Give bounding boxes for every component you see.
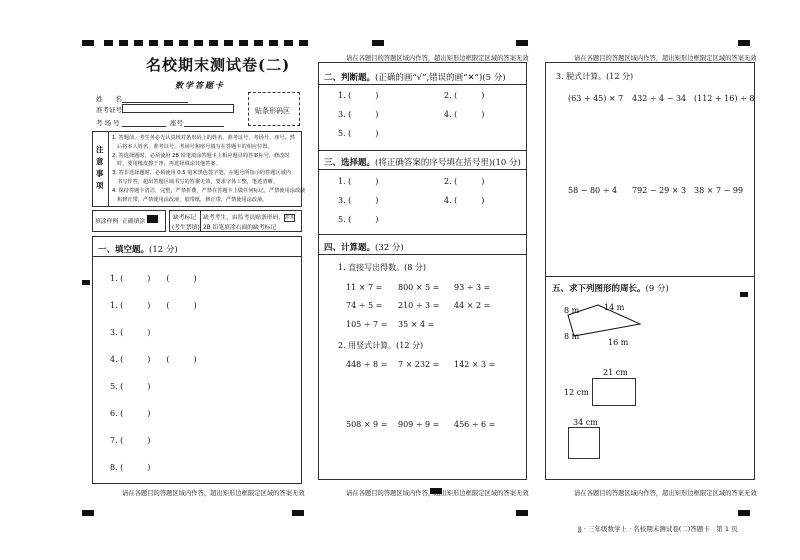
fill-blank-item[interactable]: 5. ( ) [110,382,151,391]
registration-mark [82,510,94,516]
section-divider [545,276,755,277]
fill-blank-item[interactable]: 4. ( ) ( ) [110,355,197,364]
square-side-label: 34 cm [573,418,598,427]
timing-marks [104,40,308,46]
corner-notice: 请在各题目的答题区域内作答，超出矩形边框限定区域的答案无效 [346,490,529,497]
rectangle-figure [592,378,636,406]
rect-width-label: 21 cm [603,368,628,377]
exam-subtitle: 数学答题卡 [175,80,225,90]
seat-number-field[interactable] [184,126,224,127]
fill-blank-item[interactable]: 6. ( ) [110,409,151,418]
registration-mark [516,510,528,516]
exam-title: 名校期末测试卷(二) [146,56,291,74]
notice-line: 后将本人姓名、准考证号、考场号和座号填写在答题卡的相应位置。 [117,143,273,150]
mental-math-item[interactable]: 35 × 4 = [398,320,435,329]
section-divider [318,150,527,151]
registration-mark [738,510,750,516]
rect-height-label: 12 cm [564,388,589,397]
quad-side-label: 14 m [604,303,625,312]
corner-notice: 请在各题目的答题区域内作答，超出矩形边框限定区域的答案无效 [122,490,305,497]
notice-divider [108,131,109,207]
vertical-calc-item[interactable]: 142 × 3 = [454,360,496,369]
mental-math-item[interactable]: 11 × 7 = [346,283,383,292]
vertical-calc-item[interactable]: 7 × 232 = [398,360,440,369]
corner-notice: 请在各题目的答题区域内作答，超出矩形边框限定区域的答案无效 [574,55,757,62]
room-number-label: 考 场 号 [96,119,120,127]
judge-instruction: (正确的画“√”,错误的画“✕”) [375,73,483,83]
registration-mark [292,510,304,516]
name-label: 姓 名 [96,95,122,103]
calc-score: (32 分) [375,243,404,253]
registration-mark [82,280,90,285]
mental-math-item[interactable]: 105 ÷ 7 = [346,320,388,329]
calc-part3-title: 3. 脱式计算。(12 分) [556,72,634,81]
choice-item[interactable]: 5. ( ) [338,215,379,224]
absent-mark-box[interactable] [284,214,295,222]
calc-heading: 四、计算题。 [324,243,376,253]
registration-mark [372,40,384,46]
fill-blank-item[interactable]: 1. ( ) ( ) [110,274,197,283]
calc-title [324,241,404,253]
judge-heading: 二、判断题。 [324,73,376,83]
registration-mark [738,40,750,46]
name-field[interactable] [122,102,188,103]
page-footer: JJ · 三年级数学上 · 名校期末测试卷(二)答题卡 第 1 页 [578,525,738,533]
absent-divider [200,210,201,232]
choice-title [324,156,521,168]
notice-line: 和修正带，严禁使用涂改液，胶带纸，修正带，严禁使用涂改液。 [117,196,268,203]
fill-blank-heading: 一、填空题。 [98,245,150,255]
absent-mark-text: 2B 铅笔填涂右面的缺考标记 [203,225,277,231]
vertical-calc-item[interactable]: 909 ÷ 9 = [398,420,440,429]
judge-item[interactable]: 5. ( ) [338,129,379,138]
judge-item[interactable]: 2. ( ) [444,91,485,100]
mental-math-item[interactable]: 93 ÷ 3 = [454,283,491,292]
notice-line: 时，要用橡皮擦干净，再选择填涂其他答案。 [117,161,221,168]
choice-instruction: (将正确答案的序号填在括号里) [375,158,493,168]
mental-math-item[interactable]: 74 ÷ 5 = [346,301,383,310]
quad-side-label: 16 m [608,338,629,347]
ticket-number-boxes[interactable] [122,104,234,113]
choice-item[interactable]: 3. ( ) [338,196,379,205]
choice-heading: 三、选择题。 [324,158,376,168]
judge-title [324,71,506,83]
absent-mark-text: 缺考考生，由监考员贴条形码，并用 [203,215,296,221]
room-number-field[interactable] [122,126,166,127]
fill-blank-score: (12 分) [149,245,178,255]
fill-blank-title [98,243,178,255]
judge-item[interactable]: 1. ( ) [338,91,379,100]
choice-item[interactable]: 1. ( ) [338,177,379,186]
judge-item[interactable]: 3. ( ) [338,110,379,119]
seat-number-label: 座号 [170,119,183,127]
choice-rule [318,169,527,170]
notice-line: 3. 答非选择题时，必须使用 0.5 毫米黑色签字笔，在题号所指示的答题区域内 [112,170,291,177]
vertical-calc-item[interactable]: 456 ÷ 6 = [454,420,496,429]
ticket-number-label: 准考证号 [96,106,122,114]
fill-blank-item[interactable]: 1. ( ) ( ) [110,301,197,310]
judge-item[interactable]: 4. ( ) [444,110,485,119]
fill-blank-rule [92,256,302,257]
mental-math-item[interactable]: 800 × 5 = [398,283,440,292]
mental-math-item[interactable]: 44 × 2 = [454,301,491,310]
notice-line: 4. 保持答题卡清洁，完整，严禁折叠，严禁在答题卡上做任何标记，严禁使用涂改液 [112,187,306,194]
vertical-calc-item[interactable]: 448 ÷ 8 = [346,360,388,369]
corner-notice: 请在各题目的答题区域内作答，超出矩形边框限定区域的答案无效 [574,490,757,497]
fill-sample-correct-label: 正确填涂 [122,219,146,225]
calc-rule [318,254,527,255]
notice-line: 2. 答选择题时，必须使用 2B 铅笔填涂答题卡上相应题目的答案标号，修改时 [112,152,290,159]
perimeter-heading: 五、求下列图形的周长。 [552,284,646,294]
fill-sample-label: 填涂样例 [95,219,119,225]
judge-rule [318,84,527,85]
step-calc-item[interactable]: 792 − 29 × 3 [632,186,687,195]
notice-title: 注意事项 [96,145,104,190]
notice-text [112,134,305,204]
mental-math-item[interactable]: 210 ÷ 3 = [398,301,440,310]
filled-mark-sample [147,215,158,223]
judge-score: (5 分) [482,73,506,83]
notice-line: 1. 答题前，考生务必先认真核对条形码上的姓名、准考证号、考场号、座号，然 [112,135,295,141]
step-calc-item[interactable]: (63 + 45) × 7 [568,94,624,103]
choice-item[interactable]: 4. ( ) [444,196,485,205]
perimeter-score: (9 分) [645,284,669,294]
barcode-label: 贴条形码区 [255,107,290,115]
section-divider [318,234,527,235]
corner-notice: 请在各题目的答题区域内作答，超出矩形边框限定区域的答案无效 [346,55,529,62]
step-calc-item[interactable]: 58 − 80 ÷ 4 [568,186,618,195]
calc-part1-title: 1. 直接写出得数。(8 分) [338,263,427,272]
quad-side-label: 8 m [564,306,580,315]
fill-blank-item[interactable]: 3. ( ) [110,328,151,337]
choice-score: (10 分) [492,158,521,168]
step-calc-item[interactable]: 432 ÷ 4 − 34 [632,94,687,103]
fill-blank-item[interactable]: 7. ( ) [110,436,151,445]
perimeter-title [552,282,669,294]
absent-mark-note: (考生禁填) [172,225,200,231]
step-calc-item[interactable]: 38 × 7 − 99 [694,186,744,195]
absent-mark-label: 缺考标记 [173,215,197,221]
step-calc-item[interactable]: (112 + 16) ÷ 8 [694,94,755,103]
notice-line: 书写作答，超出答题区域书写的答案无效，要求字体工整，笔迹清晰。 [117,178,278,185]
fill-blank-item[interactable]: 8. ( ) [110,463,151,472]
registration-mark [516,40,528,46]
registration-mark [82,40,94,46]
vertical-calc-item[interactable]: 508 × 9 = [346,420,388,429]
quad-side-label: 8 m [564,332,580,341]
square-figure [568,427,600,459]
choice-item[interactable]: 2. ( ) [444,177,485,186]
calc-part2-title: 2. 用竖式计算。(12 分) [338,341,424,350]
